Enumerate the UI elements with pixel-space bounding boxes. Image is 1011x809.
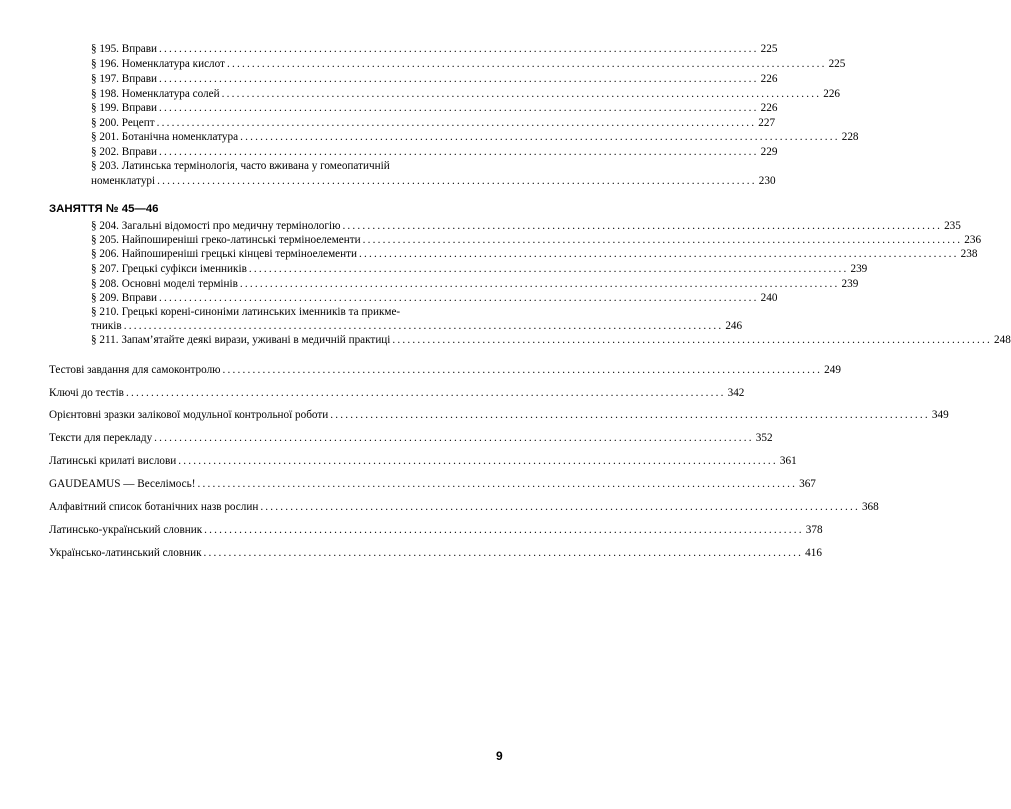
toc-entry-label: Орієнтовні зразки залікової модульної контрольної роботи <box>49 409 329 421</box>
toc-entry <box>91 292 778 305</box>
toc-entry-page: 248 <box>994 334 1011 346</box>
toc-entry-label: Ключі до тестів <box>49 387 124 399</box>
toc-entry <box>91 234 982 247</box>
toc-entry-page: 361 <box>779 455 797 467</box>
toc-entry-page: 378 <box>805 524 823 536</box>
toc-entry-label: § 209. Вправи <box>91 292 158 304</box>
toc-entry-page: 352 <box>755 432 773 444</box>
toc-entry <box>49 501 879 514</box>
leader-dots: ........................................................................................................................ <box>240 131 840 143</box>
toc-entry-page: 246 <box>725 320 743 332</box>
toc-entry-label: § 199. Вправи <box>91 102 158 114</box>
toc-entry-page: 367 <box>799 478 816 490</box>
toc-entry <box>91 334 1011 347</box>
toc-entry <box>49 387 745 400</box>
leader-dots: ........................................................................................................................ <box>197 478 798 490</box>
leader-dots: ........................................................................................................................ <box>204 524 804 536</box>
leader-dots: ........................................................................................................................ <box>159 102 759 114</box>
leader-dots: ........................................................................................................................ <box>178 455 778 467</box>
toc-entry-page: 225 <box>760 43 778 55</box>
toc-entry-label-continued: номенклатурі <box>91 175 156 187</box>
toc-entry <box>91 220 961 233</box>
toc-entry-label: Тексти для перекладу <box>49 432 153 444</box>
toc-entry-label: § 204. Загальні відомості про медичну термінологію <box>91 220 341 232</box>
toc-entry-page: 226 <box>760 102 778 114</box>
toc-entry-label: § 201. Ботанічна номенклатура <box>91 131 239 143</box>
toc-entry-page: 249 <box>824 364 841 376</box>
toc-entry-label: § 206. Найпоширеніші грецькі кінцеві терміноелементи <box>91 248 358 260</box>
leader-dots: ........................................................................................................................ <box>359 248 959 260</box>
toc-entry-label: § 210. Грецькі корені-синоніми латинських іменників та прикме- <box>91 306 401 318</box>
toc-entry <box>49 547 822 560</box>
toc-entry-label: Латинсько-український словник <box>49 524 203 536</box>
toc-entry <box>49 432 773 445</box>
toc-entry-page: 240 <box>760 292 778 304</box>
toc-entry <box>91 102 778 115</box>
leader-dots: ........................................................................................................................ <box>159 292 759 304</box>
toc-entry <box>91 248 978 261</box>
leader-dots: ........................................................................................................................ <box>154 432 754 444</box>
toc-entry-page: 239 <box>850 263 868 275</box>
toc-entry <box>49 455 797 468</box>
toc-entry-label: § 203. Латинська термінологія, часто вживана у гомеопатичній <box>91 160 390 172</box>
toc-entry <box>91 320 743 333</box>
toc-entry-label: § 198. Номенклатура солей <box>91 88 220 100</box>
leader-dots: ........................................................................................................................ <box>157 175 757 187</box>
toc-entry-label: § 208. Основні моделі термінів <box>91 278 238 290</box>
toc-entry <box>91 131 859 144</box>
leader-dots: ........................................................................................................................ <box>248 263 849 275</box>
toc-entry-page: 416 <box>805 547 822 559</box>
toc-entry-label: Латинські крилаті вислови <box>49 455 177 467</box>
leader-dots: ........................................................................................................................ <box>123 320 724 332</box>
leader-dots: ........................................................................................................................ <box>125 387 726 399</box>
toc-entry <box>91 58 846 71</box>
toc-entry-page: 225 <box>828 58 846 70</box>
leader-dots: ........................................................................................................................ <box>226 58 827 70</box>
toc-entry <box>49 524 823 537</box>
toc-entry-label: § 205. Найпоширеніші греко-латинські терміноелементи <box>91 234 361 246</box>
leader-dots: ........................................................................................................................ <box>342 220 943 232</box>
toc-entry <box>91 146 778 159</box>
leader-dots: ........................................................................................................................ <box>203 547 804 559</box>
toc-entry-page: 236 <box>964 234 982 246</box>
toc-entry <box>91 117 776 130</box>
leader-dots: ........................................................................................................................ <box>221 88 822 100</box>
leader-dots: ........................................................................................................................ <box>330 409 930 421</box>
toc-entry-page: 239 <box>841 278 859 290</box>
leader-dots: ........................................................................................................................ <box>159 43 759 55</box>
toc-entry-label: Алфавітний список ботанічних назв рослин <box>49 501 259 513</box>
leader-dots: ........................................................................................................................ <box>159 146 759 158</box>
toc-entry-label-continued: тників <box>91 320 122 332</box>
toc-entry-label: Тестові завдання для самоконтролю <box>49 364 221 376</box>
toc-entry <box>91 175 776 188</box>
toc-entry <box>91 73 778 86</box>
leader-dots: ........................................................................................................................ <box>260 501 860 513</box>
toc-entry <box>49 409 949 422</box>
toc-entry <box>91 43 778 56</box>
toc-entry-page: 227 <box>758 117 776 129</box>
section-heading: ЗАНЯТТЯ № 45—46 <box>49 203 159 215</box>
toc-entry-page: 230 <box>758 175 776 187</box>
toc-entry-page: 229 <box>760 146 778 158</box>
leader-dots: ........................................................................................................................ <box>222 364 823 376</box>
toc-entry-label: § 207. Грецькі суфікси іменників <box>91 263 247 275</box>
toc-entry-page: 238 <box>960 248 978 260</box>
toc-entry-label: § 211. Запам’ятайте деякі вирази, уживані в медичній практиці <box>91 334 391 346</box>
toc-entry-label: § 200. Рецепт <box>91 117 155 129</box>
toc-entry-page: 349 <box>931 409 949 421</box>
leader-dots: ........................................................................................................................ <box>392 334 993 346</box>
toc-entry <box>49 478 816 491</box>
toc-entry <box>91 278 859 291</box>
toc-entry-page: 342 <box>727 387 745 399</box>
toc-entry-label: § 197. Вправи <box>91 73 158 85</box>
toc-entry-page: 368 <box>861 501 879 513</box>
page-number: 9 <box>496 749 503 763</box>
toc-entry-page: 228 <box>841 131 859 143</box>
leader-dots: ........................................................................................................................ <box>156 117 757 129</box>
toc-entry-label: § 202. Вправи <box>91 146 158 158</box>
toc-entry-label: § 195. Вправи <box>91 43 158 55</box>
toc-entry-label: Українсько-латинський словник <box>49 547 202 559</box>
toc-entry-page: 226 <box>823 88 840 100</box>
toc-entry <box>91 88 840 101</box>
toc-entry <box>91 263 868 276</box>
leader-dots: ........................................................................................................................ <box>159 73 759 85</box>
leader-dots: ........................................................................................................................ <box>362 234 963 246</box>
toc-entry-label: GAUDEAMUS — Веселімось! <box>49 478 196 490</box>
leader-dots: ........................................................................................................................ <box>239 278 840 290</box>
toc-entry <box>49 364 841 377</box>
toc-entry-page: 235 <box>944 220 961 232</box>
toc-entry-page: 226 <box>760 73 778 85</box>
toc-entry-label: § 196. Номенклатура кислот <box>91 58 225 70</box>
